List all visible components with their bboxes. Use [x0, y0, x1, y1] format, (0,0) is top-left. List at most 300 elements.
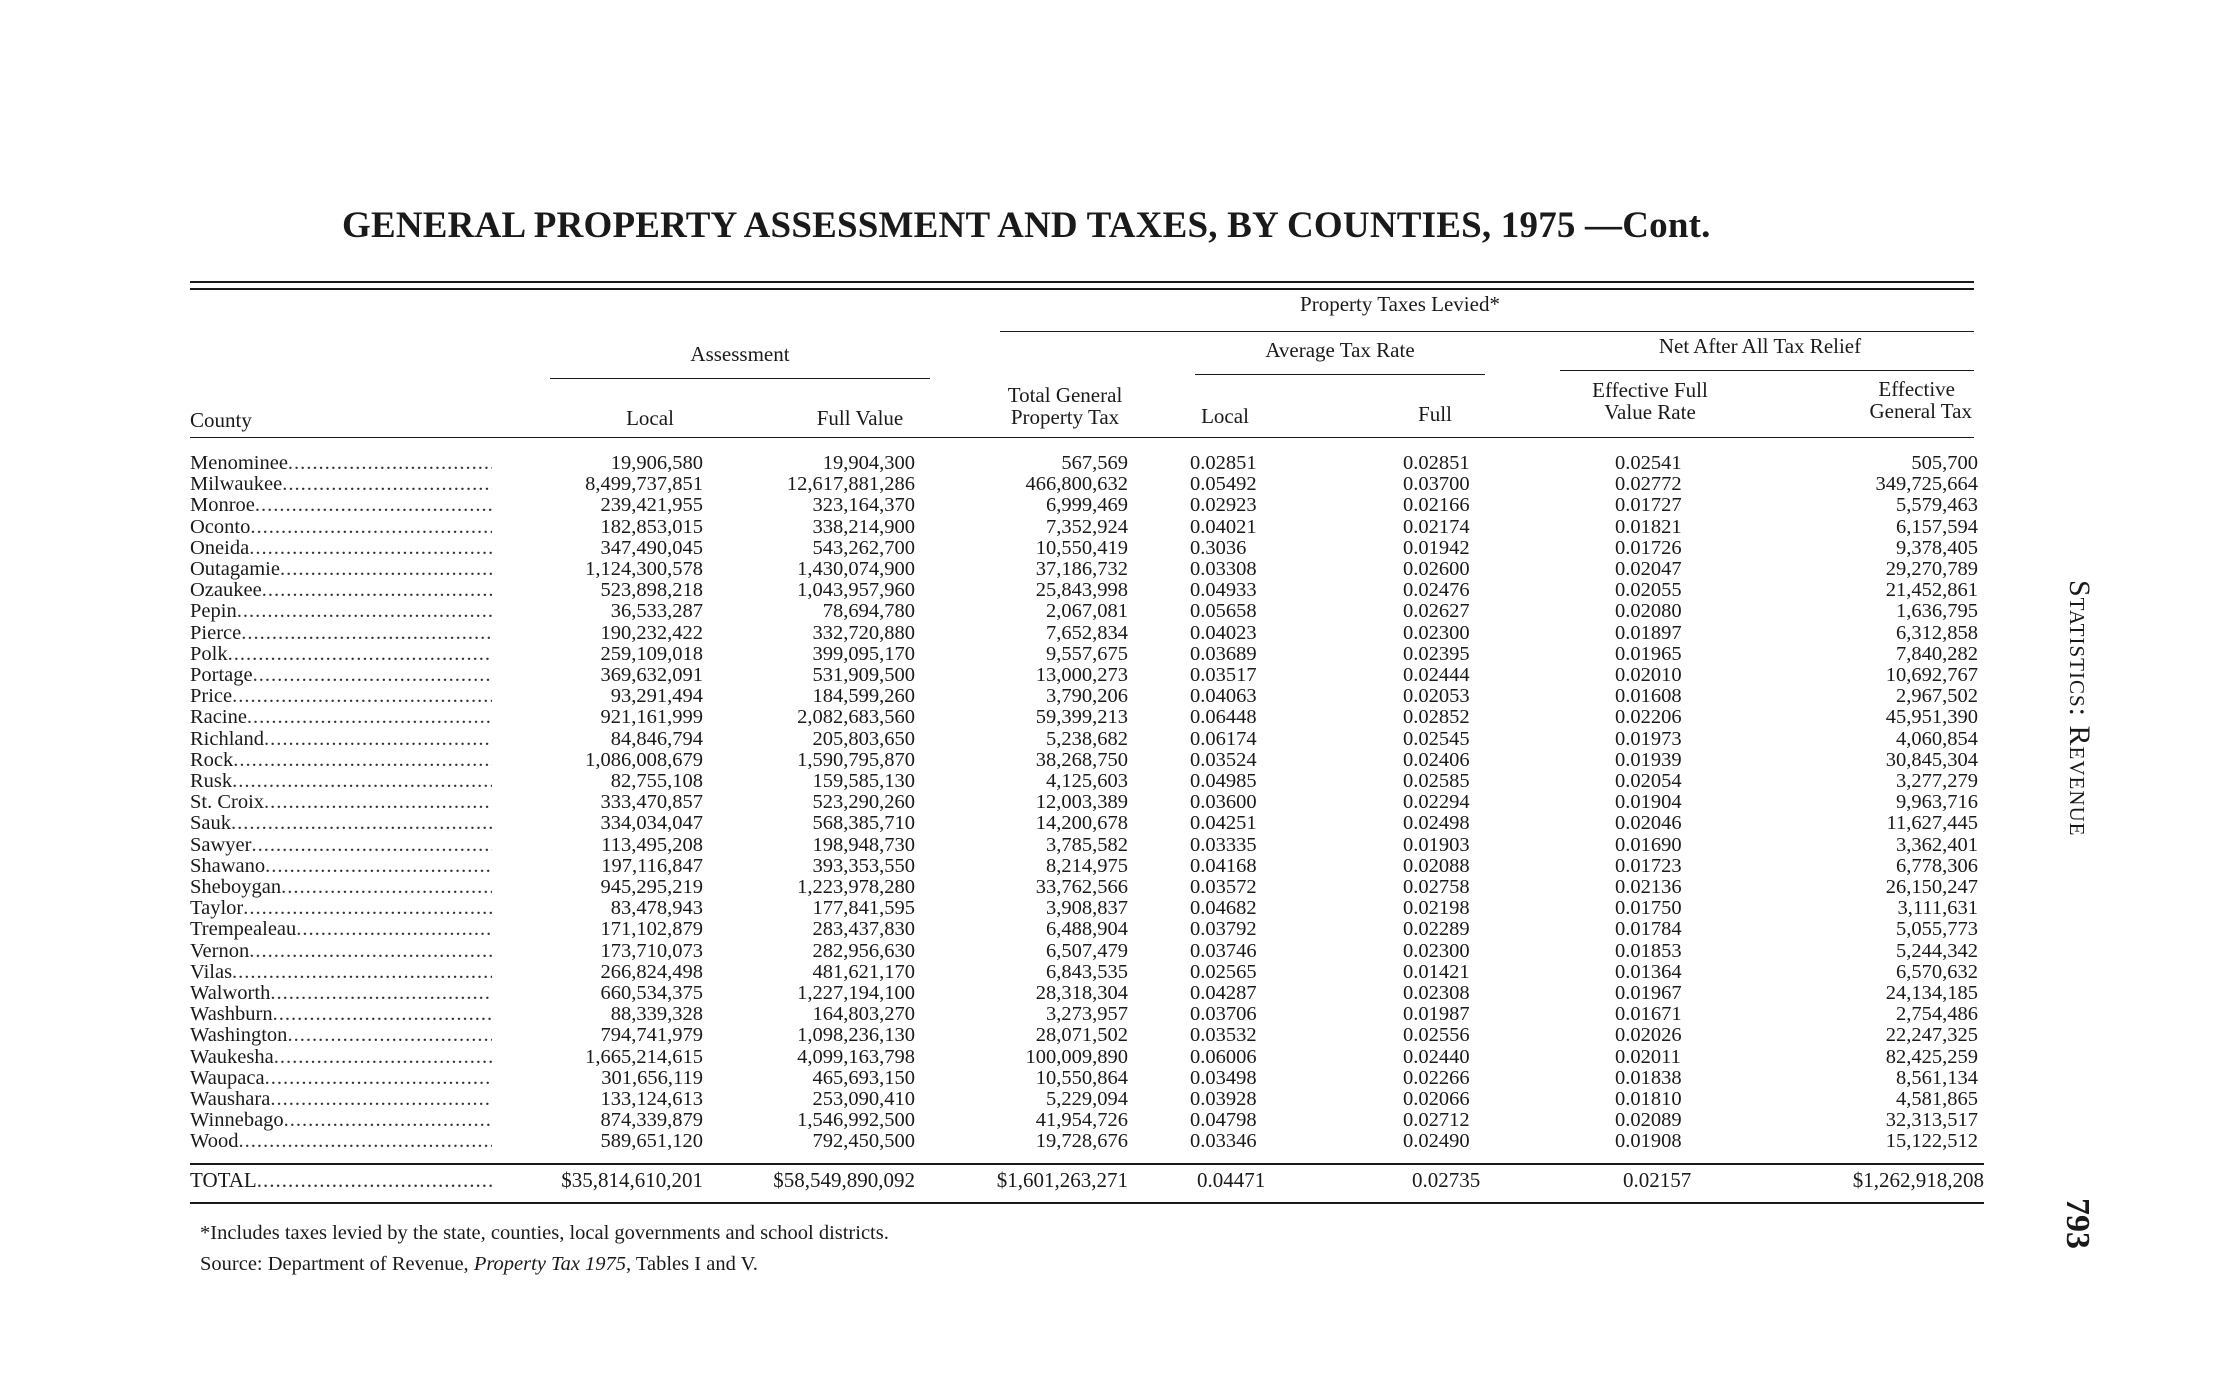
county-cell: Waukesha .....	[190, 1047, 492, 1068]
rate-full-cell: 0.02712	[1403, 1109, 1470, 1132]
total-tax-cell: 3,790,206	[1046, 685, 1128, 708]
total-tax-cell: 3,908,837	[1046, 897, 1128, 920]
rate-full-cell: 0.02490	[1403, 1130, 1470, 1153]
total-tax-cell: 25,843,998	[1035, 579, 1128, 602]
eff-full-cell: 0.02080	[1615, 600, 1682, 623]
total-tax-cell: 3,273,957	[1046, 1003, 1128, 1026]
local-cell: 1,665,214,615	[585, 1045, 703, 1068]
county-cell: Richland .....	[190, 729, 492, 750]
table-row	[190, 1089, 1990, 1110]
eff-full-cell: 0.01784	[1615, 918, 1682, 941]
eff-general-cell: 6,157,594	[1896, 515, 1978, 538]
source-note	[200, 1253, 758, 1276]
full-value-cell: 198,948,730	[812, 833, 915, 856]
local-cell: 113,495,208	[601, 833, 703, 856]
eff-full-cell: 0.02089	[1615, 1109, 1682, 1132]
rule-net-after-relief	[1560, 370, 1974, 371]
total-tax-cell: 10,550,864	[1035, 1066, 1128, 1089]
eff-general-cell: 2,754,486	[1896, 1003, 1978, 1026]
county-cell: Sawyer .....	[190, 835, 492, 856]
full-value-cell: 1,098,236,130	[797, 1024, 915, 1047]
county-cell: Waushara .....	[190, 1089, 492, 1110]
eff-general-cell: 45,951,390	[1885, 706, 1978, 729]
rate-full-cell: 0.02498	[1403, 812, 1470, 835]
county-cell: Wood .....	[190, 1131, 492, 1152]
county-cell: Oconto .....	[190, 517, 492, 538]
eff-full-cell: 0.02541	[1615, 452, 1682, 474]
eff-full-cell: 0.01608	[1615, 685, 1682, 708]
local-cell: 171,102,879	[600, 918, 703, 941]
rate-full-cell: 0.01987	[1403, 1003, 1470, 1026]
eff-general-cell: 3,362,401	[1896, 833, 1978, 856]
table-row	[190, 898, 1990, 919]
county-cell: Oneida .....	[190, 538, 492, 559]
footnote: *Includes taxes levied by the state, counties, local governments and school districts.	[200, 1222, 889, 1244]
total-tax-cell: 59,399,213	[1035, 706, 1128, 729]
eff-full-cell: 0.01973	[1615, 727, 1682, 750]
eff-full-cell: 0.01967	[1615, 982, 1682, 1004]
eff-general-cell: 4,581,865	[1896, 1088, 1978, 1110]
rate-local-cell: 0.04251	[1190, 812, 1257, 835]
table-row	[190, 856, 1990, 877]
local-cell: 19,906,580	[610, 452, 703, 474]
rate-full-cell: 0.01903	[1403, 833, 1470, 856]
full-value-cell: 184,599,260	[812, 685, 915, 708]
rate-local-cell: 0.04798	[1190, 1109, 1257, 1132]
rate-local-cell: 0.05492	[1190, 473, 1257, 496]
total-tax-cell: 19,728,676	[1035, 1130, 1128, 1153]
full-value-cell: 338,214,900	[812, 515, 915, 538]
header-local: Local	[626, 406, 674, 430]
rate-local-cell: 0.03792	[1190, 918, 1257, 941]
eff-general-cell: 5,055,773	[1896, 918, 1978, 941]
table-row	[190, 538, 1990, 559]
table-row	[190, 474, 1990, 495]
eff-general-cell: 10,692,767	[1885, 664, 1978, 686]
total-tax-cell: 2,067,081	[1046, 600, 1128, 623]
side-label-text: Statistics: Revenue	[2063, 580, 2096, 837]
total-tax-cell: 6,999,469	[1046, 494, 1128, 517]
county-cell: Sheboygan .....	[190, 877, 492, 898]
eff-full-cell: 0.01810	[1615, 1088, 1682, 1110]
county-cell: Polk .....	[190, 644, 492, 665]
eff-general-cell: 5,244,342	[1896, 939, 1978, 962]
local-cell: 190,232,422	[600, 621, 703, 644]
county-cell: Washburn .....	[190, 1004, 492, 1025]
rate-full-cell: 0.02758	[1403, 876, 1470, 898]
local-cell: 84,846,794	[610, 727, 703, 750]
eff-full-cell: 0.01965	[1615, 642, 1682, 665]
county-cell: Rusk .....	[190, 771, 492, 792]
page-title: GENERAL PROPERTY ASSESSMENT AND TAXES, BY COUNTIES, 1975 —Cont.	[342, 205, 1711, 246]
eff-full-cell: 0.02026	[1615, 1024, 1682, 1047]
header-eff-full-1: Effective Full	[1592, 378, 1708, 402]
top-rule-2	[190, 288, 1974, 290]
header-county: County	[190, 408, 252, 432]
county-cell: Monroe .....	[190, 495, 492, 516]
local-cell: 334,034,047	[600, 812, 703, 835]
eff-general-cell: 2,967,502	[1896, 685, 1978, 708]
total-tax-cell: 10,550,419	[1035, 536, 1128, 559]
rate-full-cell: 0.02300	[1403, 939, 1470, 962]
local-cell: 589,651,120	[600, 1130, 703, 1153]
total-row	[190, 1168, 1990, 1192]
rate-local-cell: 0.03335	[1190, 833, 1257, 856]
rate-full-cell: 0.02852	[1403, 706, 1470, 729]
local-cell: 36,533,287	[610, 600, 703, 623]
full-value-cell: 568,385,710	[812, 812, 915, 835]
table-row	[190, 559, 1990, 580]
eff-general-cell: 349,725,664	[1875, 473, 1978, 496]
table-row	[190, 983, 1990, 1004]
table-row	[190, 750, 1990, 771]
full-value-cell: 253,090,410	[812, 1088, 915, 1110]
table-row	[190, 771, 1990, 792]
table-row	[190, 495, 1990, 516]
rate-full-cell: 0.02627	[1403, 600, 1470, 623]
header-property-taxes-levied: Property Taxes Levied*	[1300, 292, 1500, 316]
rate-full-cell: 0.02395	[1403, 642, 1470, 665]
local-cell: 921,161,999	[600, 706, 703, 729]
county-cell: Waupaca .....	[190, 1068, 492, 1089]
local-cell: 82,755,108	[610, 770, 703, 792]
total-eff-full: 0.02157	[1623, 1168, 1692, 1192]
eff-general-cell: 32,313,517	[1885, 1109, 1978, 1132]
total-tax-cell: 466,800,632	[1025, 473, 1128, 496]
table-row	[190, 1131, 1990, 1152]
eff-general-cell: 3,277,279	[1896, 770, 1978, 792]
rate-full-cell: 0.02088	[1403, 854, 1470, 877]
total-tax-cell: 6,488,904	[1046, 918, 1128, 941]
full-value-cell: 399,095,170	[812, 642, 915, 665]
total-tax-cell: 14,200,678	[1035, 812, 1128, 835]
table-row	[190, 517, 1990, 538]
eff-full-cell: 0.01853	[1615, 939, 1682, 962]
local-cell: 523,898,218	[600, 579, 703, 602]
eff-full-cell: 0.02055	[1615, 579, 1682, 602]
eff-general-cell: 24,134,185	[1885, 982, 1978, 1004]
eff-full-cell: 0.01897	[1615, 621, 1682, 644]
rate-local-cell: 0.04985	[1190, 770, 1257, 792]
total-tax-cell: 33,762,566	[1035, 876, 1128, 898]
rate-local-cell: 0.04023	[1190, 621, 1257, 644]
full-value-cell: 283,437,830	[812, 918, 915, 941]
local-cell: 239,421,955	[600, 494, 703, 517]
county-cell: Rock .....	[190, 750, 492, 771]
full-value-cell: 282,956,630	[812, 939, 915, 962]
eff-full-cell: 0.01939	[1615, 748, 1682, 771]
local-cell: 660,534,375	[600, 982, 703, 1004]
rate-local-cell: 0.04168	[1190, 854, 1257, 877]
header-bottom-rule	[190, 437, 1974, 438]
county-cell: Vilas .....	[190, 962, 492, 983]
eff-full-cell: 0.01364	[1615, 960, 1682, 983]
rate-full-cell: 0.02300	[1403, 621, 1470, 644]
total-rate-full: 0.02735	[1412, 1168, 1481, 1192]
full-value-cell: 78,694,780	[822, 600, 915, 623]
rate-local-cell: 0.03572	[1190, 876, 1257, 898]
rate-local-cell: 0.03746	[1190, 939, 1257, 962]
header-total-general-1: Total General	[1007, 383, 1123, 407]
rate-full-cell: 0.02174	[1403, 515, 1470, 538]
rule-average-tax-rate	[1195, 374, 1485, 375]
total-tax-cell: 5,229,094	[1046, 1088, 1128, 1110]
table-row	[190, 1110, 1990, 1131]
rule-assessment	[550, 378, 930, 379]
local-cell: 347,490,045	[600, 536, 703, 559]
county-cell: Winnebago .....	[190, 1110, 492, 1131]
rate-local-cell: 0.03532	[1190, 1024, 1257, 1047]
header-eff-full-2: Value Rate	[1604, 400, 1696, 424]
full-value-cell: 2,082,683,560	[797, 706, 915, 729]
full-value-cell: 164,803,270	[812, 1003, 915, 1026]
county-cell: Sauk .....	[190, 813, 492, 834]
county-cell: Menominee .....	[190, 453, 492, 474]
total-bottom-rule	[190, 1202, 1984, 1204]
source-prefix: Source: Department of Revenue,	[200, 1253, 474, 1275]
header-eff-gen-1: Effective	[1878, 377, 1955, 401]
rate-local-cell: 0.03600	[1190, 791, 1257, 814]
eff-general-cell: 26,150,247	[1885, 876, 1978, 898]
county-cell: Pepin .....	[190, 601, 492, 622]
full-value-cell: 1,223,978,280	[797, 876, 915, 898]
total-local: $35,814,610,201	[561, 1168, 703, 1192]
eff-general-cell: 7,840,282	[1896, 642, 1978, 665]
table-row	[190, 1047, 1990, 1068]
source-title: Property Tax 1975	[473, 1253, 627, 1275]
eff-general-cell: 4,060,854	[1896, 727, 1978, 750]
county-cell: Ozaukee .....	[190, 580, 492, 601]
local-cell: 333,470,857	[600, 791, 703, 814]
eff-full-cell: 0.02136	[1615, 876, 1682, 898]
full-value-cell: 205,803,650	[812, 727, 915, 750]
table-row	[190, 686, 1990, 707]
rate-full-cell: 0.02053	[1403, 685, 1470, 708]
table-row	[190, 919, 1990, 940]
county-cell: Pierce .....	[190, 623, 492, 644]
table-row	[190, 813, 1990, 834]
local-cell: 133,124,613	[600, 1088, 703, 1110]
eff-full-cell: 0.01750	[1615, 897, 1682, 920]
local-cell: 88,339,328	[610, 1003, 703, 1026]
eff-full-cell: 0.02206	[1615, 706, 1682, 729]
total-tax-cell: 100,009,890	[1025, 1045, 1128, 1068]
rate-full-cell: 0.02476	[1403, 579, 1470, 602]
eff-general-cell: 22,247,325	[1885, 1024, 1978, 1047]
total-tax-cell: 7,652,834	[1046, 621, 1128, 644]
total-label: TOTAL .....	[190, 1168, 492, 1193]
local-cell: 1,086,008,679	[585, 748, 703, 771]
county-cell: Price .....	[190, 686, 492, 707]
eff-general-cell: 29,270,789	[1885, 558, 1978, 580]
local-cell: 266,824,498	[600, 960, 703, 983]
county-cell: Racine .....	[190, 707, 492, 728]
rate-local-cell: 0.04287	[1190, 982, 1257, 1004]
county-cell: St. Croix .....	[190, 792, 492, 813]
rate-local-cell: 0.05658	[1190, 600, 1257, 623]
table-row	[190, 941, 1990, 962]
full-value-cell: 543,262,700	[812, 536, 915, 559]
local-cell: 945,295,219	[600, 876, 703, 898]
rate-local-cell: 0.06174	[1190, 727, 1257, 750]
rate-full-cell: 0.02440	[1403, 1045, 1470, 1068]
full-value-cell: 523,290,260	[812, 791, 915, 814]
total-tax-cell: 41,954,726	[1035, 1109, 1128, 1132]
eff-full-cell: 0.01821	[1615, 515, 1682, 538]
rate-full-cell: 0.02444	[1403, 664, 1470, 686]
table-row	[190, 877, 1990, 898]
total-tax-cell: 28,318,304	[1035, 982, 1128, 1004]
full-value-cell: 1,043,957,960	[797, 579, 915, 602]
eff-general-cell: 1,636,795	[1896, 600, 1978, 623]
county-cell: Milwaukee .....	[190, 474, 492, 495]
total-tax-cell: 9,557,675	[1046, 642, 1128, 665]
rate-local-cell: 0.04021	[1190, 515, 1257, 538]
total-full-value: $58,549,890,092	[773, 1168, 915, 1192]
local-cell: 301,656,119	[601, 1066, 703, 1089]
total-tax-cell: 28,071,502	[1035, 1024, 1128, 1047]
eff-general-cell: 6,778,306	[1896, 854, 1978, 877]
local-cell: 369,632,091	[600, 664, 703, 686]
table-row	[190, 792, 1990, 813]
eff-general-cell: 30,845,304	[1885, 748, 1978, 771]
rate-local-cell: 0.03524	[1190, 748, 1257, 771]
header-total-general-2: Property Tax	[1010, 405, 1120, 429]
rate-local-cell: 0.03498	[1190, 1066, 1257, 1089]
rate-full-cell: 0.02198	[1403, 897, 1470, 920]
rate-full-cell: 0.02166	[1403, 494, 1470, 517]
rate-full-cell: 0.02066	[1403, 1088, 1470, 1110]
rate-local-cell: 0.06448	[1190, 706, 1257, 729]
top-rule-1	[190, 281, 1974, 283]
rate-local-cell: 0.03689	[1190, 642, 1257, 665]
header-average-tax-rate: Average Tax Rate	[1265, 338, 1415, 362]
local-cell: 1,124,300,578	[585, 558, 703, 580]
county-cell: Portage .....	[190, 665, 492, 686]
eff-general-cell: 6,570,632	[1896, 960, 1978, 983]
rate-full-cell: 0.02585	[1403, 770, 1470, 792]
total-tax-cell: 37,186,732	[1035, 558, 1128, 580]
rate-full-cell: 0.02545	[1403, 727, 1470, 750]
rate-full-cell: 0.02851	[1403, 452, 1470, 474]
county-cell: Washington .....	[190, 1025, 492, 1046]
table-row	[190, 1025, 1990, 1046]
source-suffix: , Tables I and V.	[626, 1253, 758, 1275]
eff-full-cell: 0.01908	[1615, 1130, 1682, 1153]
eff-general-cell: 9,963,716	[1896, 791, 1978, 814]
full-value-cell: 1,546,992,500	[797, 1109, 915, 1132]
full-value-cell: 323,164,370	[812, 494, 915, 517]
side-label	[2056, 580, 2096, 880]
rate-full-cell: 0.02556	[1403, 1024, 1470, 1047]
table-row	[190, 665, 1990, 686]
rate-full-cell: 0.01942	[1403, 536, 1470, 559]
county-cell: Shawano .....	[190, 856, 492, 877]
eff-general-cell: 8,561,134	[1896, 1066, 1978, 1089]
rate-local-cell: 0.03346	[1190, 1130, 1257, 1153]
full-value-cell: 1,590,795,870	[797, 748, 915, 771]
header-assessment: Assessment	[690, 342, 790, 366]
local-cell: 197,116,847	[601, 854, 703, 877]
rate-local-cell: 0.06006	[1190, 1045, 1257, 1068]
full-value-cell: 393,353,550	[812, 854, 915, 877]
rate-full-cell: 0.02308	[1403, 982, 1470, 1004]
eff-general-cell: 5,579,463	[1896, 494, 1978, 517]
table-row	[190, 1068, 1990, 1089]
local-cell: 874,339,879	[600, 1109, 703, 1132]
eff-full-cell: 0.01671	[1615, 1003, 1682, 1026]
rate-full-cell: 0.02406	[1403, 748, 1470, 771]
total-tax-cell: 3,785,582	[1046, 833, 1128, 856]
county-cell: Vernon .....	[190, 941, 492, 962]
full-value-cell: 465,693,150	[812, 1066, 915, 1089]
full-value-cell: 481,621,170	[812, 960, 915, 983]
rate-local-cell: 0.04682	[1190, 897, 1257, 920]
eff-full-cell: 0.02011	[1615, 1045, 1681, 1068]
total-top-rule	[190, 1163, 1984, 1165]
full-value-cell: 159,585,130	[812, 770, 915, 792]
full-value-cell: 1,227,194,100	[797, 982, 915, 1004]
table-row	[190, 601, 1990, 622]
rate-local-cell: 0.03517	[1190, 664, 1257, 686]
eff-general-cell: 505,700	[1911, 452, 1978, 474]
table-row	[190, 580, 1990, 601]
rate-full-cell: 0.02294	[1403, 791, 1470, 814]
eff-full-cell: 0.02047	[1615, 558, 1682, 580]
table-row	[190, 962, 1990, 983]
header-eff-gen-2: General Tax	[1869, 399, 1972, 423]
eff-full-cell: 0.01690	[1615, 833, 1682, 856]
rate-local-cell: 0.02565	[1190, 960, 1257, 983]
full-value-cell: 177,841,595	[812, 897, 915, 920]
eff-full-cell: 0.01723	[1615, 854, 1682, 877]
rate-full-cell: 0.01421	[1403, 960, 1470, 983]
rate-full-cell: 0.02289	[1403, 918, 1470, 941]
table-row	[190, 1004, 1990, 1025]
full-value-cell: 12,617,881,286	[786, 473, 915, 496]
table-row	[190, 644, 1990, 665]
eff-full-cell: 0.02046	[1615, 812, 1682, 835]
county-cell: Trempealeau .....	[190, 919, 492, 940]
eff-full-cell: 0.02054	[1615, 770, 1682, 792]
eff-general-cell: 15,122,512	[1885, 1130, 1978, 1153]
total-tax-cell: 13,000,273	[1035, 664, 1128, 686]
rule-property-taxes	[1000, 331, 1974, 332]
table-row	[190, 835, 1990, 856]
eff-full-cell: 0.01727	[1615, 494, 1682, 517]
full-value-cell: 1,430,074,900	[797, 558, 915, 580]
eff-general-cell: 11,627,445	[1886, 812, 1978, 835]
full-value-cell: 19,904,300	[822, 452, 915, 474]
county-cell: Walworth .....	[190, 983, 492, 1004]
full-value-cell: 792,450,500	[812, 1130, 915, 1153]
table-row	[190, 729, 1990, 750]
eff-general-cell: 9,378,405	[1896, 536, 1978, 559]
total-tax-cell: 8,214,975	[1046, 854, 1128, 877]
eff-full-cell: 0.02772	[1615, 473, 1682, 496]
rate-local-cell: 0.03308	[1190, 558, 1257, 580]
table-row	[190, 707, 1990, 728]
total-tax-cell: 5,238,682	[1046, 727, 1128, 750]
county-cell: Outagamie .....	[190, 559, 492, 580]
eff-general-cell: 3,111,631	[1897, 897, 1978, 920]
rate-local-cell: 0.04063	[1190, 685, 1257, 708]
page-number: 793	[2059, 1198, 2096, 1249]
total-eff-general: $1,262,918,208	[1852, 1168, 1984, 1192]
rate-full-cell: 0.02266	[1403, 1066, 1470, 1089]
total-tax-cell: 38,268,750	[1035, 748, 1128, 771]
total-tax-cell: 12,003,389	[1035, 791, 1128, 814]
